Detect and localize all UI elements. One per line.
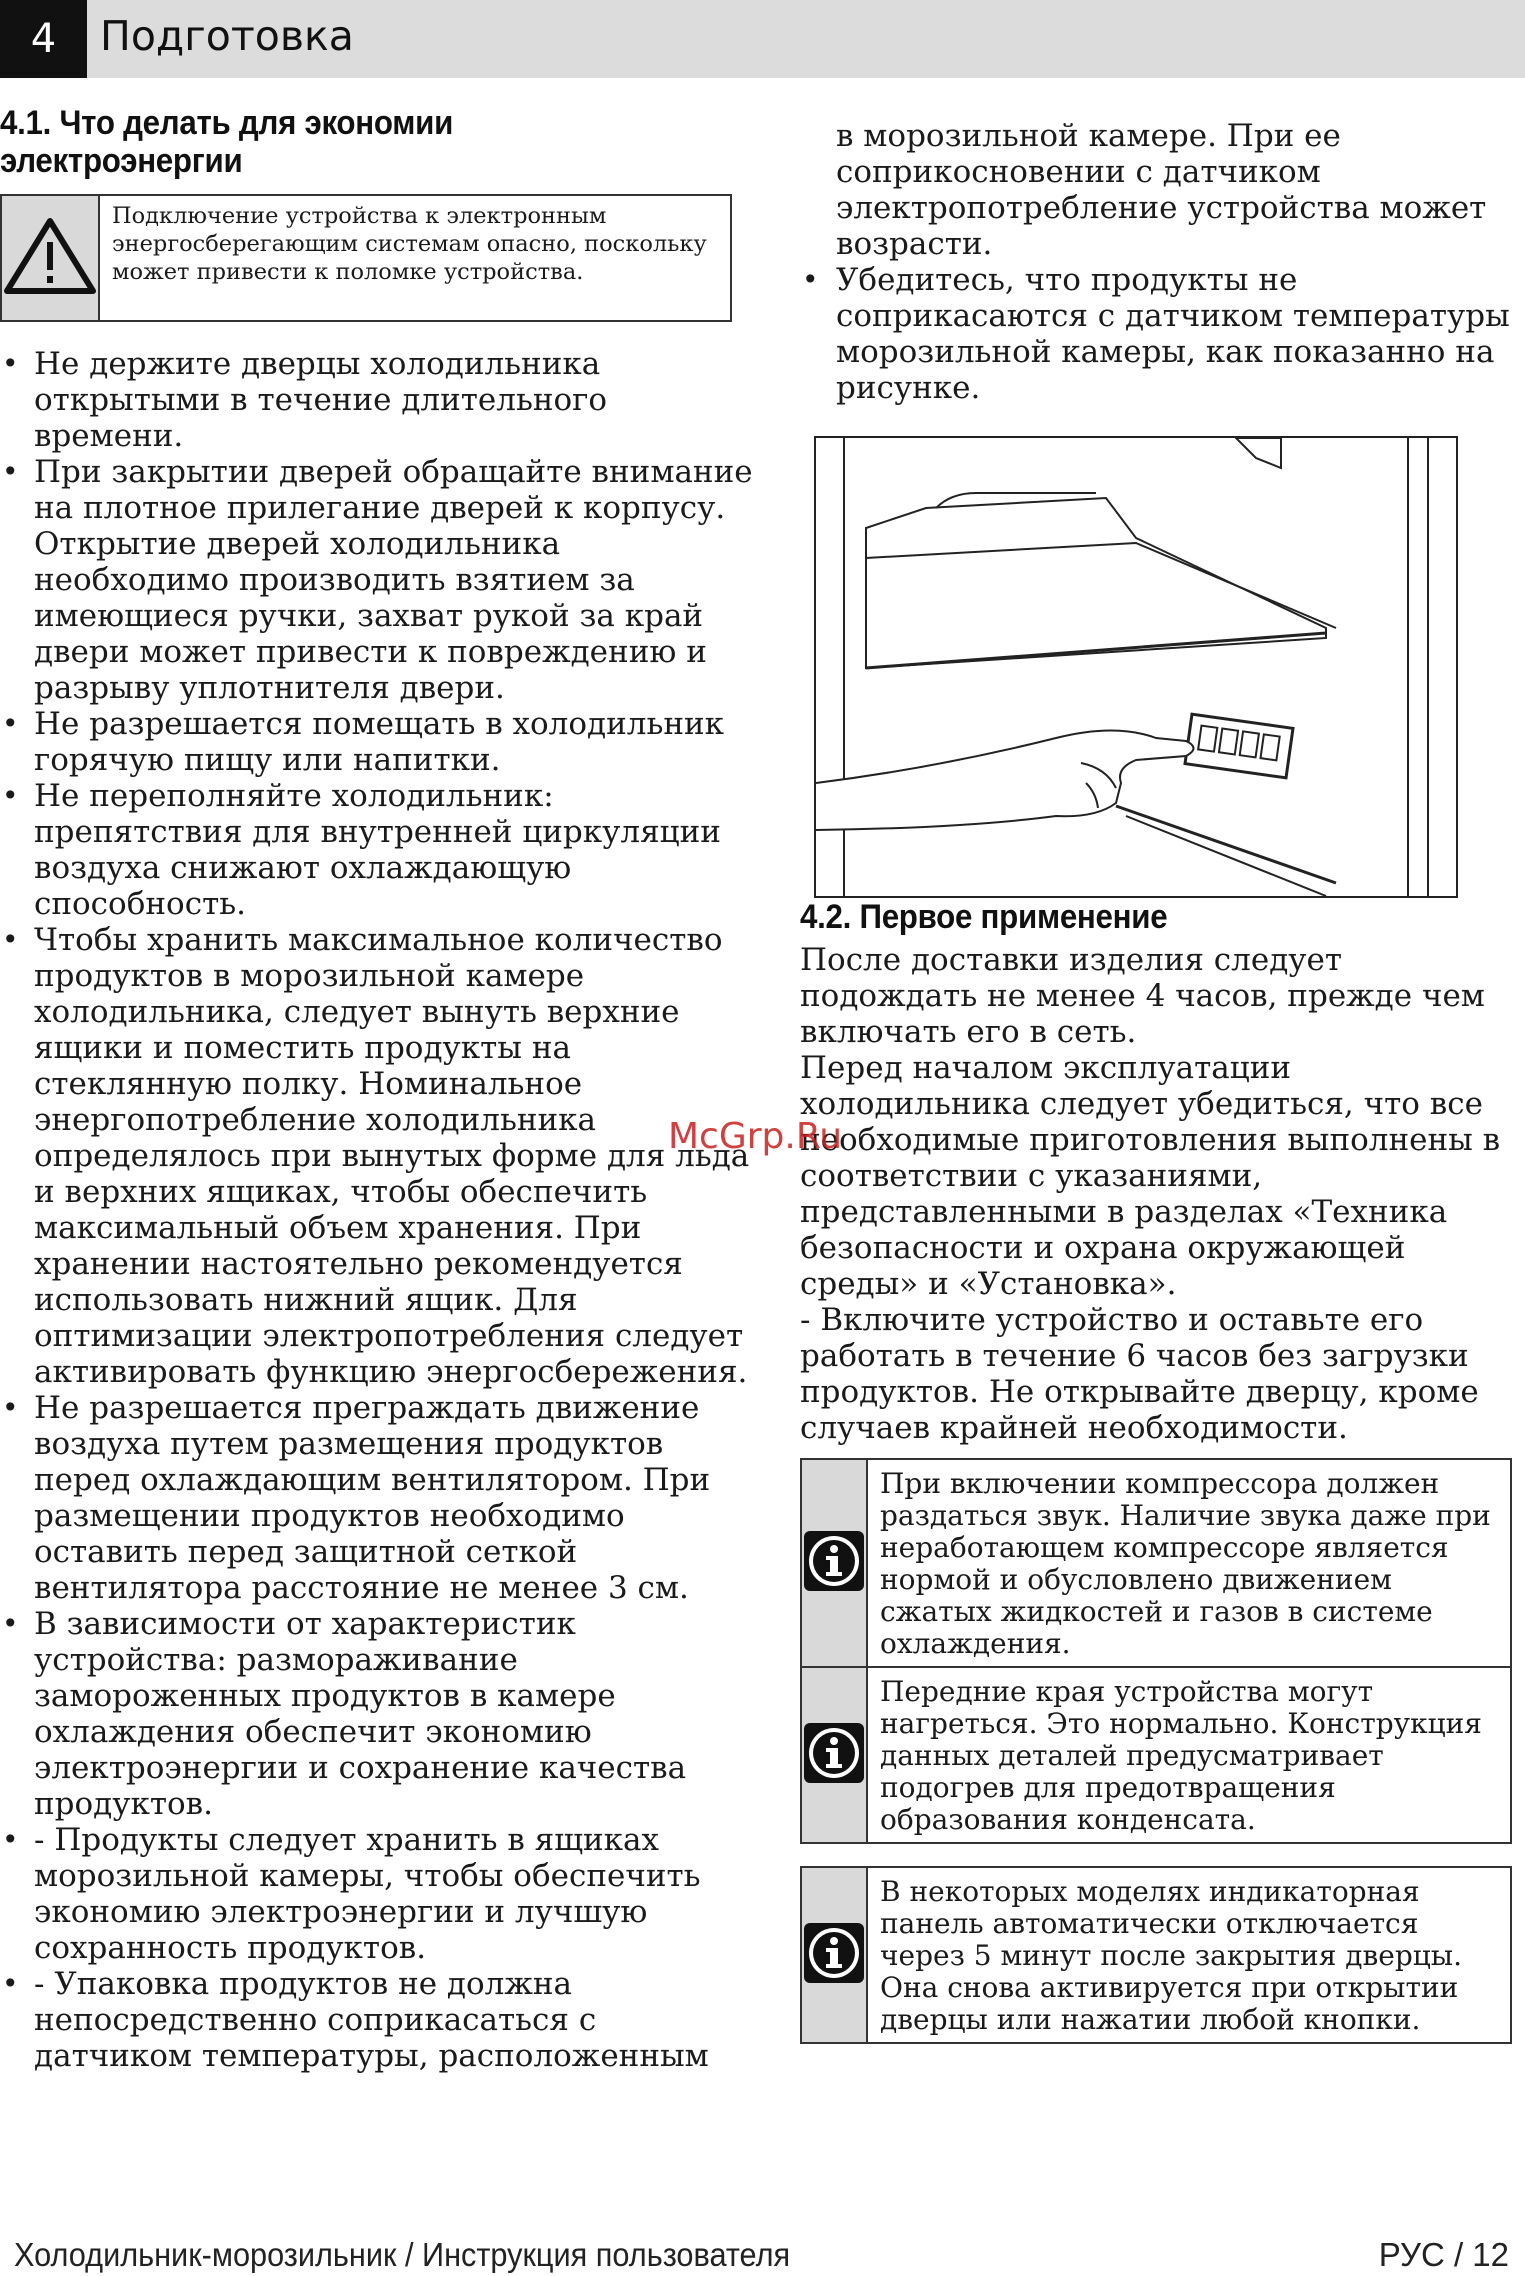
info-box-group bbox=[800, 1458, 1512, 1844]
warning-box bbox=[0, 194, 732, 322]
footer-document-title: Холодильник-морозильник / Инструкция пользователя bbox=[14, 2236, 791, 2273]
list-item: • Убедитесь, что продукты не соприкасаются с датчиком температуры морозильной камеры, как показанно на рисунке. bbox=[800, 262, 1520, 406]
info-box bbox=[802, 1666, 1510, 1842]
chapter-title: Подготовка bbox=[100, 12, 354, 60]
list-item: • Не разрешается помещать в холодильник горячую пищу или напитки. bbox=[0, 706, 760, 778]
chapter-number: 4 bbox=[0, 0, 87, 78]
info-text: В некоторых моделях индикаторная панель автоматически отключается через 5 минут после закрытия дверцы. Она снова активируется при открытии дверцы или нажатии любой кнопки. bbox=[880, 1875, 1462, 2036]
list-item: • В зависимости от характеристик устройства: размораживание замороженных продуктов в камере охлаждения обеспечит экономию электроэнергии и сохранение качества продуктов. bbox=[0, 1606, 760, 1822]
list-item: • Не держите дверцы холодильника открытыми в течение длительного времени. bbox=[0, 346, 760, 454]
info-text: Передние края устройства могут нагреться. Это нормально. Конструкция данных деталей предусматривает подогрев для предотвращения образования конденсата. bbox=[880, 1675, 1482, 1836]
section-4-1-title: 4.1. Что делать для экономии электроэнергии bbox=[0, 104, 454, 180]
list-item: • - Продукты следует хранить в ящиках морозильной камеры, чтобы обеспечить экономию электроэнергии и лучшую сохранность продуктов. bbox=[0, 1822, 760, 1966]
paragraph: - Включите устройство и оставьте его работать в течение 6 часов без загрузки продуктов. Не открывайте дверцу, кроме случаев крайней необходимости. bbox=[800, 1302, 1479, 1446]
continued-text: в морозильной камере. При ее соприкосновении с датчиком электропотребление устройства может возрасти. bbox=[836, 118, 1487, 262]
list-item: • Не переполняйте холодильник: препятствия для внутренней циркуляции воздуха снижают охлаждающую способность. bbox=[0, 778, 760, 922]
warning-triangle-icon bbox=[2, 216, 98, 300]
info-box-group bbox=[800, 1866, 1512, 2044]
paragraph: После доставки изделия следует подождать не менее 4 часов, прежде чем включать его в сеть. bbox=[800, 942, 1485, 1050]
sensor-tip-list bbox=[800, 262, 1520, 406]
info-box bbox=[802, 1868, 1510, 2042]
info-icon bbox=[802, 1529, 866, 1597]
right-column bbox=[800, 118, 1520, 2044]
warning-text: Подключение устройства к электронным энергосберегающим системам опасно, поскольку может привести к поломке устройства. bbox=[112, 203, 707, 285]
energy-tips-list bbox=[0, 346, 760, 2074]
footer-page-number: РУС / 12 bbox=[1378, 2236, 1509, 2273]
info-text: При включении компрессора должен раздаться звук. Наличие звука даже при неработающем компрессоре является нормой и обусловлено движением сжатых жидкостей и газов в системе охлаждения. bbox=[880, 1467, 1491, 1660]
list-item: • При закрытии дверей обращайте внимание на плотное прилегание дверей к корпусу. Открытие дверей холодильника необходимо производить взятием за имеющиеся ручки, захват рукой за край двери может привести к повреждению и разрыву уплотнителя двери. bbox=[0, 454, 760, 706]
list-item: • Не разрешается преграждать движение воздуха путем размещения продуктов перед охлаждающим вентилятором. При размещении продуктов необходимо оставить перед защитной сеткой вентилятора расстояние не менее 3 см. bbox=[0, 1390, 760, 1606]
sensor-illustration bbox=[814, 436, 1458, 898]
info-box bbox=[802, 1460, 1510, 1666]
fridge-interior-drawing bbox=[816, 438, 1456, 896]
section-4-2-title: 4.2. Первое применение bbox=[800, 898, 1168, 936]
left-column bbox=[0, 104, 760, 2074]
paragraph: Перед началом эксплуатации холодильника следует убедиться, что все необходимые приготовления выполнены в соответствии с указаниями, представленными в разделах «Техника безопасности и охрана окружающей среды» и «Установка». bbox=[800, 1050, 1501, 1302]
watermark: McGrp.Ru bbox=[668, 1116, 843, 1157]
list-item: • Чтобы хранить максимальное количество продуктов в морозильной камере холодильника, следует вынуть верхние ящики и поместить продукты на стеклянную полку. Номинальное энергопотребление холодильника определялось при вынутых форме для льда и верхних ящиках, чтобы обеспечить максимальный объем хранения. При хранении настоятельно рекомендуется использовать нижний ящик. Для оптимизации электропотребления следует активировать функцию энергосбережения. bbox=[0, 922, 760, 1390]
info-icon bbox=[802, 1921, 866, 1989]
list-item: • - Упаковка продуктов не должна непосредственно соприкасаться с датчиком температуры, расположенным bbox=[0, 1966, 760, 2074]
info-icon bbox=[802, 1721, 866, 1789]
